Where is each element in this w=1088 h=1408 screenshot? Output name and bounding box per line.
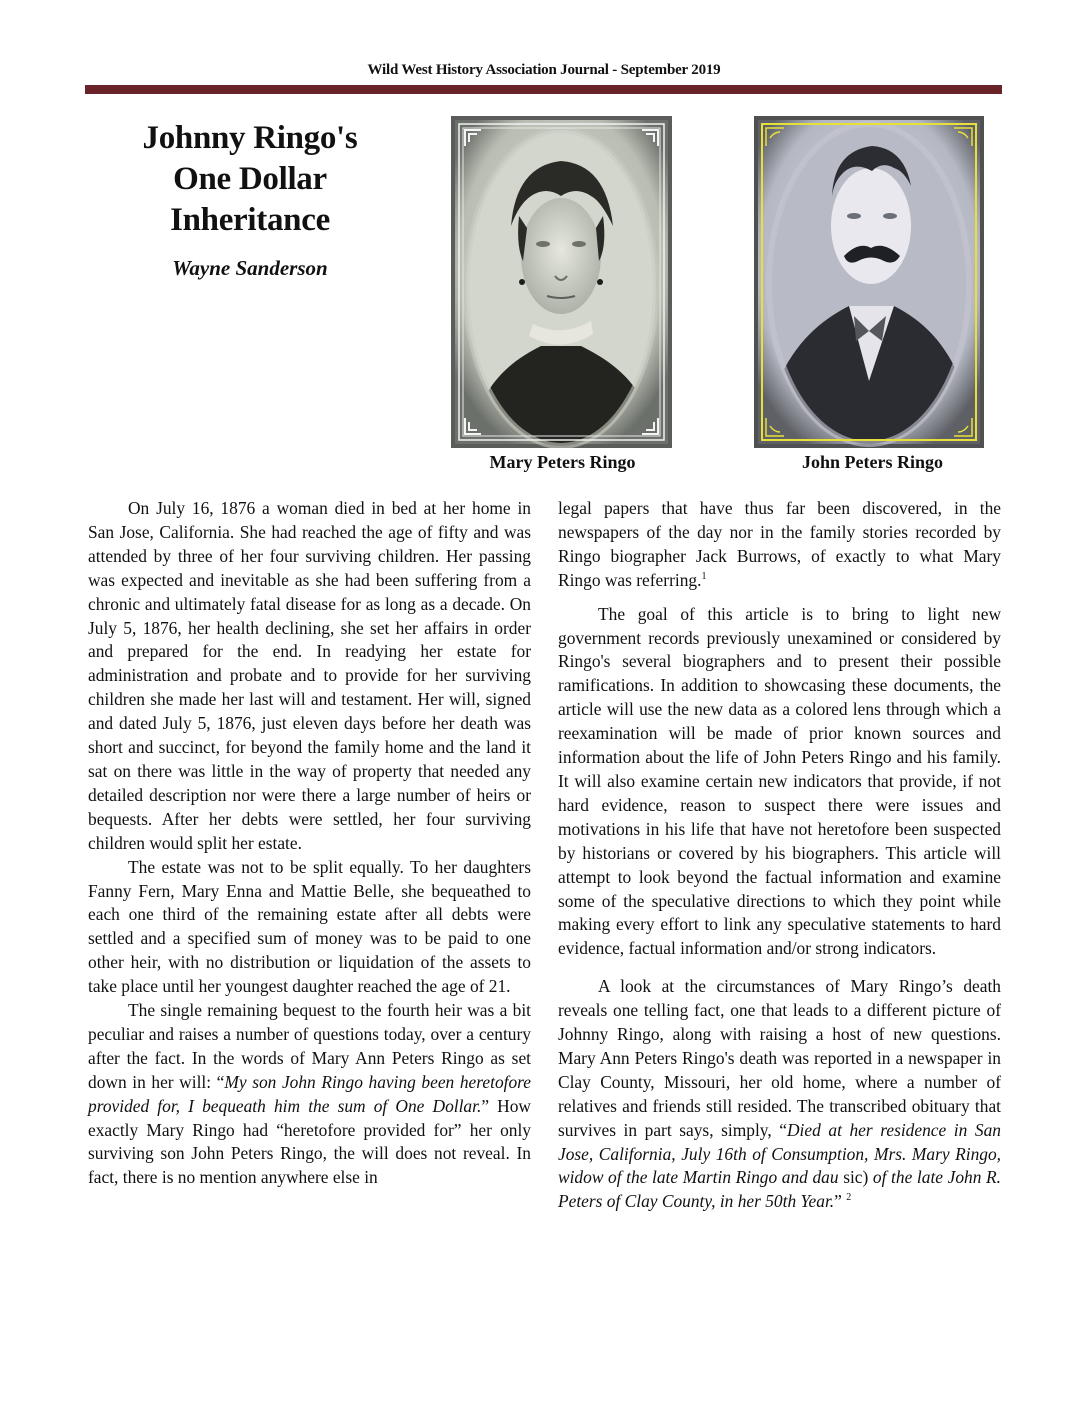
obituary-quote: Died at her residence in San Jose, California, July 16th of Consumption, Mrs. Mary Ringo, widow of the late Martin Ringo and dau (558, 1119, 1001, 1188)
article-author: Wayne Sanderson (172, 256, 328, 280)
paragraph (88, 999, 531, 1190)
will-quote: My son John Ringo having been heretofore provided for, I bequeath him the sum of One Dollar. (88, 1071, 532, 1116)
text-run: ” (834, 1191, 847, 1212)
title-line: Inheritance (170, 202, 330, 238)
paragraph (558, 497, 1001, 593)
paragraph (558, 975, 1001, 1214)
text-run: ” How exactly Mary Ringo had “heretofore provided for” her only surviving son John Peters Ringo, the will does not reveal. In fact, there is no mention anywhere else in (88, 1095, 531, 1188)
figure-caption: John Peters Ringo (802, 452, 943, 472)
title-line: One Dollar (173, 161, 327, 197)
text-run: A look at the circumstances of Mary Ringo’s death reveals one telling fact, one that leads to a different picture of Johnny Ringo, along with raising a host of new questions. Mary Ann Peters Ringo's death was reported in a newspaper in Clay County, Missouri, her old home, where a number of relatives and friends still resided. The transcribed obituary that survives in part says, simply, “ (558, 976, 1001, 1140)
mary-ringo-portrait (451, 116, 672, 448)
title-line: Johnny Ringo's (142, 120, 358, 156)
text-run: The single remaining bequest to the fourth heir was a bit peculiar and raises a number of questions today, over a century after the fact. In the words of Mary Ann Peters Ringo as set down in her will: “ (88, 1000, 531, 1092)
header-rule (85, 85, 1002, 94)
footnote-marker: 1 (701, 570, 707, 582)
article-column-left (88, 497, 531, 1190)
obituary-quote: of the late John R. Peters of Clay County, in her 50th Year. (558, 1167, 1001, 1212)
john-ringo-portrait (754, 116, 984, 448)
article-title (95, 118, 405, 241)
paragraph: The goal of this article is to bring to light new government records previously unexamined or considered by Ringo's several biographers and to present their possible ramifications. In addition to showcasing these documents, the article will use the new data as a colored lens through which a reexamination will be made of prior known sources and information about the life of John Peters Ringo and his family. It will also examine certain new indicators that provide, if not hard evidence, reason to suspect there were issues and motivations in his life that have not heretofore been suspected by historians or covered by his biographers. This article will attempt to look beyond the factual information and examine some of the speculative directions to which they point while making every effort to link any speculative statements to hard evidence, factual information and/or strong indicators. (558, 603, 1001, 959)
paragraph: The estate was not to be split equally. To her daughters Fanny Fern, Mary Enna and Mattie Belle, she bequeathed to each one third of the remaining estate after all debts were settled and a specified sum of money was to be paid to one other heir, with no distribution or liquidation of the assets to take place until her youngest daughter reached the age of 21. (88, 856, 531, 997)
paragraph: On July 16, 1876 a woman died in bed at her home in San Jose, California. She had reached the age of fifty and was attended by three of her four surviving children. Her passing was expected and inevitable as she had been suffering from a chronic and ultimately fatal disease for as long as a decade. On July 5, 1876, her health declining, she set her affairs in order and prepared for the end. In readying her estate for administration and probate and to provide for her surviving children she made her last will and testament. Her will, signed and dated July 5, 1876, just eleven days before her death was short and succinct, for beyond the family home and the land it sat on there was little in the way of property that needed any detailed description nor were there a large number of heirs or bequests. After her debts were settled, her four surviving children would split her estate. (88, 498, 531, 853)
text-run: legal papers that have thus far been discovered, in the newspapers of the day nor in the family stories recorded by Ringo biographer Jack Burrows, of exactly to what Mary Ringo was referring. (558, 498, 1001, 590)
figure-caption: Mary Peters Ringo (489, 452, 636, 472)
article-column-right (558, 497, 1001, 1214)
running-head: Wild West History Association Journal - September 2019 (367, 62, 721, 78)
text-run: sic) (838, 1167, 873, 1188)
footnote-marker: 2 (846, 1192, 852, 1204)
